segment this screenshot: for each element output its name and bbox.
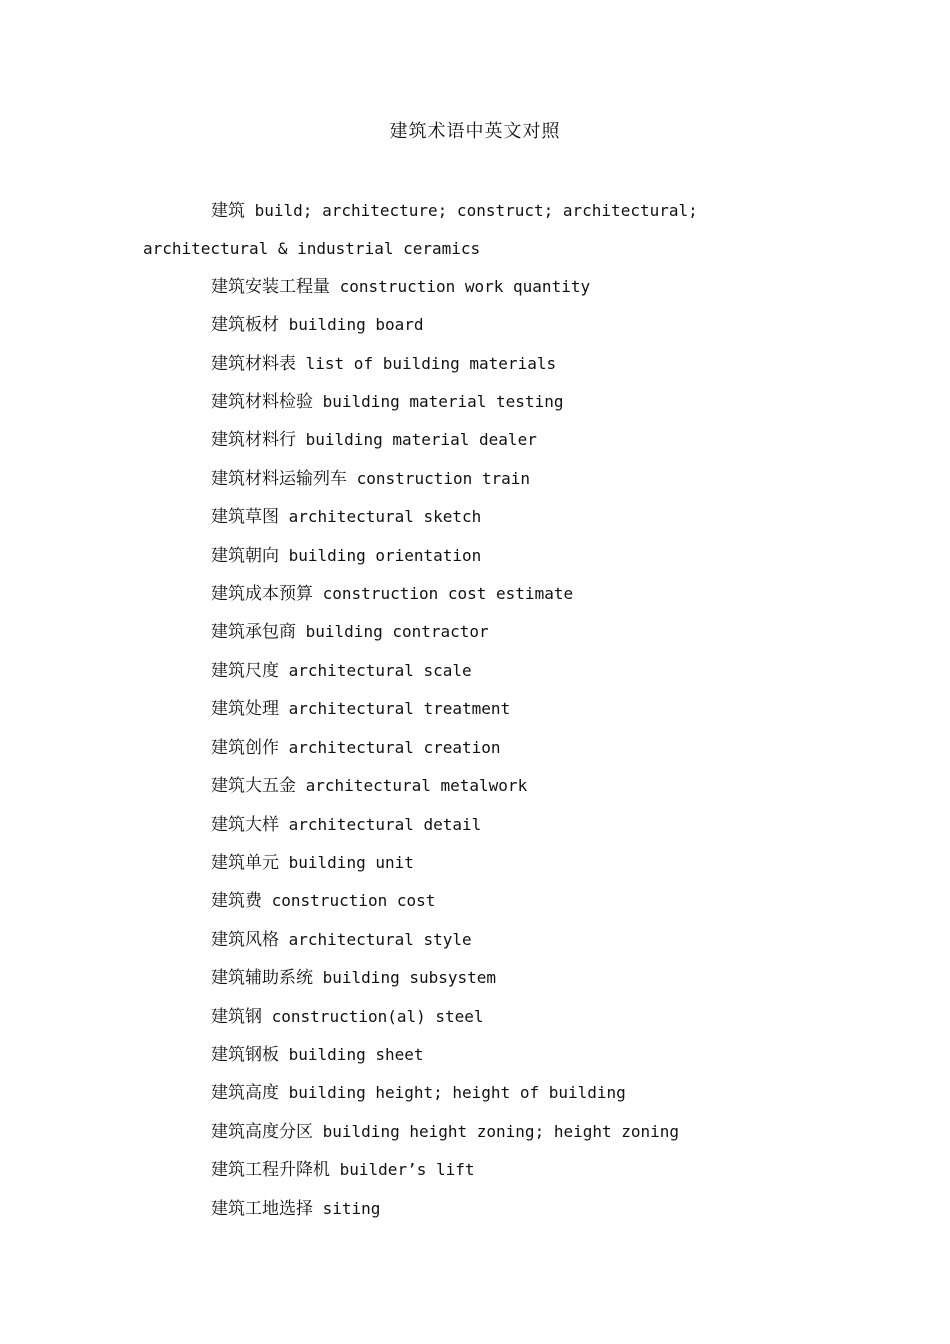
term-english: building unit <box>288 852 414 872</box>
term-english: architectural scale <box>288 660 472 680</box>
term-english-continued: architectural & industrial ceramics <box>143 239 481 259</box>
term-english: building board <box>288 315 424 335</box>
term-chinese: 建筑高度分区 <box>211 1121 313 1142</box>
term-english: building subsystem <box>322 968 497 988</box>
glossary-entry <box>143 268 763 306</box>
term-english: building material testing <box>322 392 564 412</box>
term-chinese: 建筑创作 <box>211 737 279 758</box>
term-chinese: 建筑板材 <box>211 315 279 336</box>
term-english: architectural treatment <box>288 699 511 719</box>
term-chinese: 建筑承包商 <box>211 622 296 643</box>
glossary-entry <box>143 652 763 690</box>
term-chinese: 建筑材料表 <box>211 353 296 374</box>
document-title: 建筑术语中英文对照 <box>389 121 561 142</box>
term-english: architectural metalwork <box>305 776 528 796</box>
term-chinese: 建筑钢板 <box>211 1044 279 1065</box>
term-english: building contractor <box>305 622 489 642</box>
glossary-entry <box>143 345 763 383</box>
term-chinese: 建筑处理 <box>211 699 279 720</box>
term-chinese: 建筑钢 <box>211 1006 262 1027</box>
term-chinese: 建筑安装工程量 <box>211 276 330 297</box>
glossary-entry <box>143 767 763 805</box>
glossary-entry <box>143 1074 763 1112</box>
glossary-entry <box>143 383 763 421</box>
term-english: building height; height of building <box>288 1083 626 1103</box>
term-english: construction cost estimate <box>322 584 574 604</box>
glossary-entry <box>143 498 763 536</box>
term-chinese: 建筑 <box>211 201 245 221</box>
glossary-entry <box>143 306 763 344</box>
term-chinese: 建筑工地选择 <box>211 1198 313 1219</box>
term-english: build; architecture; construct; architectural; <box>254 201 698 220</box>
term-english: building material dealer <box>305 430 537 450</box>
glossary-entry <box>143 192 763 268</box>
glossary-entry <box>143 1151 763 1189</box>
glossary-entry <box>143 998 763 1036</box>
glossary-entry <box>143 690 763 728</box>
term-english: architectural creation <box>288 737 501 757</box>
term-chinese: 建筑材料行 <box>211 430 296 451</box>
term-english: architectural sketch <box>288 507 482 527</box>
term-english: list of building materials <box>305 353 557 373</box>
term-chinese: 建筑大样 <box>211 814 279 835</box>
term-english: siting <box>322 1198 381 1218</box>
glossary-list <box>143 192 763 1228</box>
term-english: building sheet <box>288 1044 424 1064</box>
glossary-entry <box>143 959 763 997</box>
term-english: construction work quantity <box>339 276 591 296</box>
glossary-entry <box>143 1190 763 1228</box>
glossary-entry <box>143 613 763 651</box>
term-english: architectural style <box>288 929 472 949</box>
term-chinese: 建筑费 <box>211 891 262 912</box>
term-chinese: 建筑辅助系统 <box>211 968 313 989</box>
term-chinese: 建筑尺度 <box>211 660 279 681</box>
glossary-entry <box>143 921 763 959</box>
term-chinese: 建筑材料检验 <box>211 392 313 413</box>
term-english: building orientation <box>288 545 482 565</box>
term-chinese: 建筑工程升降机 <box>211 1160 330 1181</box>
glossary-entry-line <box>143 192 763 230</box>
term-chinese: 建筑材料运输列车 <box>211 468 347 489</box>
glossary-entry <box>143 460 763 498</box>
term-english: construction cost <box>271 891 436 911</box>
term-english: construction(al) steel <box>271 1006 484 1026</box>
term-english: construction train <box>356 468 531 488</box>
glossary-entry <box>143 729 763 767</box>
term-chinese: 建筑成本预算 <box>211 584 313 605</box>
glossary-entry <box>143 1113 763 1151</box>
term-chinese: 建筑风格 <box>211 929 279 950</box>
term-chinese: 建筑草图 <box>211 507 279 528</box>
term-chinese: 建筑朝向 <box>211 545 279 566</box>
term-chinese: 建筑高度 <box>211 1083 279 1104</box>
term-english: architectural detail <box>288 814 482 834</box>
glossary-entry <box>143 1036 763 1074</box>
term-english: building height zoning; height zoning <box>322 1121 680 1141</box>
glossary-entry <box>143 882 763 920</box>
term-chinese: 建筑单元 <box>211 852 279 873</box>
glossary-entry <box>143 844 763 882</box>
term-english: builder’s lift <box>339 1160 475 1180</box>
term-chinese: 建筑大五金 <box>211 776 296 797</box>
glossary-entry <box>143 537 763 575</box>
glossary-entry <box>143 575 763 613</box>
glossary-entry <box>143 421 763 459</box>
glossary-entry <box>143 806 763 844</box>
